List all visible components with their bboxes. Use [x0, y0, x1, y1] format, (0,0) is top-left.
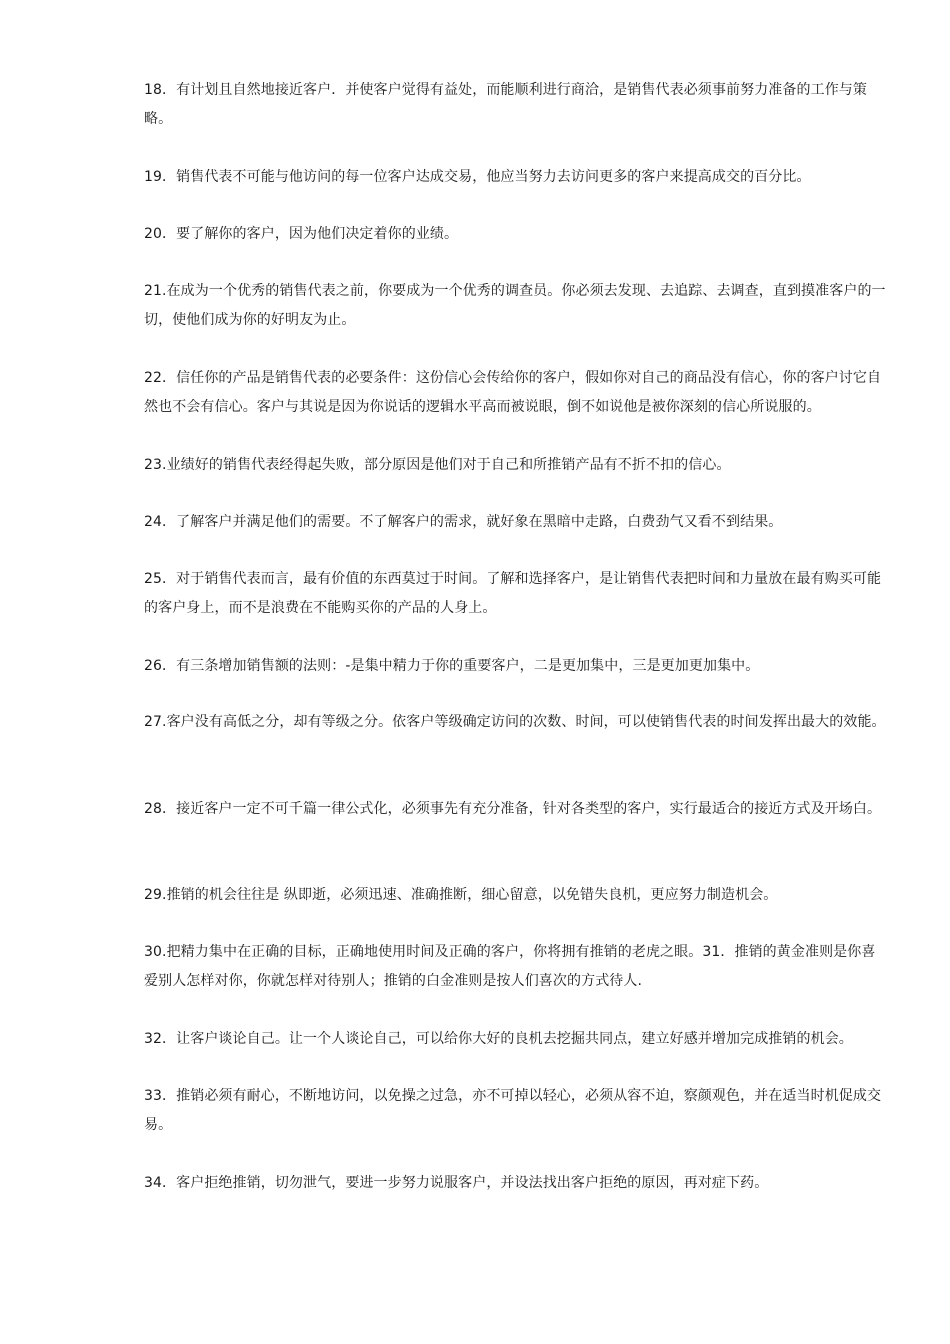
paragraph-29: 29.推销的机会往往是 纵即逝，必须迅速、准确推断，细心留意，以免错失良机，更应努力制造机会。 — [144, 887, 778, 903]
paragraph-21: 21.在成为一个优秀的销售代表之前，你要成为一个优秀的调查员。你必须去发现、去追踪、去调查，直到摸准客户的一切，使他们成为你的好明友为止。 — [144, 283, 886, 328]
paragraph-20: 20．要了解你的客户，因为他们决定着你的业绩。 — [144, 226, 459, 242]
paragraph-27: 27.客户没有高低之分，却有等级之分。依客户等级确定访问的次数、时间，可以使销售代表的时间发挥出最大的效能。 — [144, 714, 886, 730]
paragraph-18: 18．有计划且自然地接近客户．并使客户觉得有益处，而能顺利进行商洽，是销售代表必须事前努力准备的工作与策略。 — [144, 82, 868, 127]
paragraph-19: 19．销售代表不可能与他访问的每一位客户达成交易，他应当努力去访问更多的客户来提高成交的百分比。 — [144, 169, 811, 185]
paragraph-30-31: 30.把精力集中在正确的目标，正确地使用时间及正确的客户，你将拥有推销的老虎之眼。31．推销的黄金准则是你喜爱别人怎样对你，你就怎样对待别人；推销的白金准则是按人们喜次的方式待人. — [144, 944, 876, 989]
paragraph-28: 28．接近客户一定不可千篇一律公式化，必须事先有充分准备，针对各类型的客户，实行最适合的接近方式及开场白。 — [144, 801, 882, 817]
paragraph-33: 33．推销必须有耐心，不断地访问，以免操之过急，亦不可掉以轻心，必须从容不迫，察颜观色，并在适当时机促成交易。 — [144, 1088, 882, 1133]
paragraph-23: 23.业绩好的销售代表经得起失败，部分原因是他们对于自己和所推销产品有不折不扣的信心。 — [144, 457, 731, 473]
paragraph-34: 34．客户拒绝推销，切勿泄气，要进一步努力说服客户，并设法找出客户拒绝的原因，再对症下药。 — [144, 1175, 769, 1191]
paragraph-24: 24．了解客户并满足他们的需要。不了解客户的需求，就好象在黑暗中走路，白费劲气又看不到结果。 — [144, 514, 783, 530]
paragraph-26: 26．有三条增加销售额的法则：-是集中精力于你的重要客户，二是更加集中，三是更加更加集中。 — [144, 658, 760, 674]
paragraph-25: 25．对于销售代表而言，最有价值的东西莫过于时间。了解和选择客户，是让销售代表把时间和力量放在最有购买可能的客户身上，而不是浪费在不能购买你的产品的人身上。 — [144, 571, 882, 616]
paragraph-22: 22．信任你的产品是销售代表的必要条件：这份信心会传给你的客户，假如你对自己的商品没有信心，你的客户讨它自然也不会有信心。客户与其说是因为你说话的逻辑水平高而被说眼，倒不如说他是被你深刻的信心所说服的。 — [144, 370, 882, 415]
paragraph-32: 32．让客户谈论自己。让一个人谈论自己，可以给你大好的良机去挖掘共同点，建立好感并增加完成推销的机会。 — [144, 1031, 853, 1047]
